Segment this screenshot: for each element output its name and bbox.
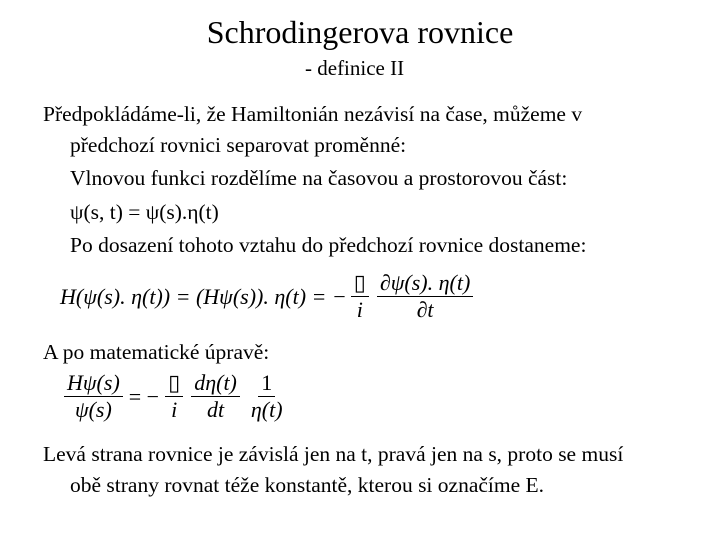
eq2-num1: Hψ(s) [64,370,123,397]
eq2-fraction-2 [191,370,240,423]
paragraph-line: předchozí rovnici separovat proměnné: [70,133,407,157]
conclusion-line: Levá strana rovnice je závislá jen na t, pravá jen na s, proto se musí [43,442,624,466]
paragraph-line: ψ(s, t) = ψ(s).η(t) [70,200,219,224]
eq1-hbar-fraction [351,270,369,323]
hbar: ▯ [165,370,183,397]
eq1-derivative-fraction [377,270,473,323]
eq1-i: i [356,297,363,322]
eq2-fraction-3 [248,370,286,423]
conclusion-line: obě strany rovnat téže konstantě, kterou si označíme E. [70,473,545,497]
eq2-den2: dt [206,397,225,422]
slide-subtitle: - definice II [305,56,405,80]
paragraph-line: Po dosazení tohoto vztahu do předchozí rovnice dostaneme: [70,233,587,257]
equation-2 [60,370,290,423]
eq2-num3: 1 [258,370,275,397]
eq2-hbar-fraction [165,370,183,423]
paragraph-line: Vlnovou funkci rozdělíme na časovou a prostorovou část: [70,166,568,190]
eq1-numerator: ∂ψ(s). η(t) [377,270,473,297]
eq2-i: i [171,397,178,422]
eq2-equals: = − [128,383,160,409]
eq2-fraction-1 [64,370,123,423]
eq1-lhs: H(ψ(s). η(t)) = (Hψ(s)). η(t) = − [60,283,347,309]
equation-1 [60,270,477,323]
eq1-denominator: ∂t [416,297,434,322]
hbar: ▯ [351,270,369,297]
eq2-num2: dη(t) [191,370,240,397]
eq2-den1: ψ(s) [74,397,112,422]
slide-title: Schrodingerova rovnice [206,14,514,50]
eq2-den3: η(t) [250,397,283,422]
paragraph-line: Předpokládáme-li, že Hamiltonián nezávisí na čase, můžeme v [43,102,583,126]
after-text: A po matematické úpravě: [43,340,270,364]
